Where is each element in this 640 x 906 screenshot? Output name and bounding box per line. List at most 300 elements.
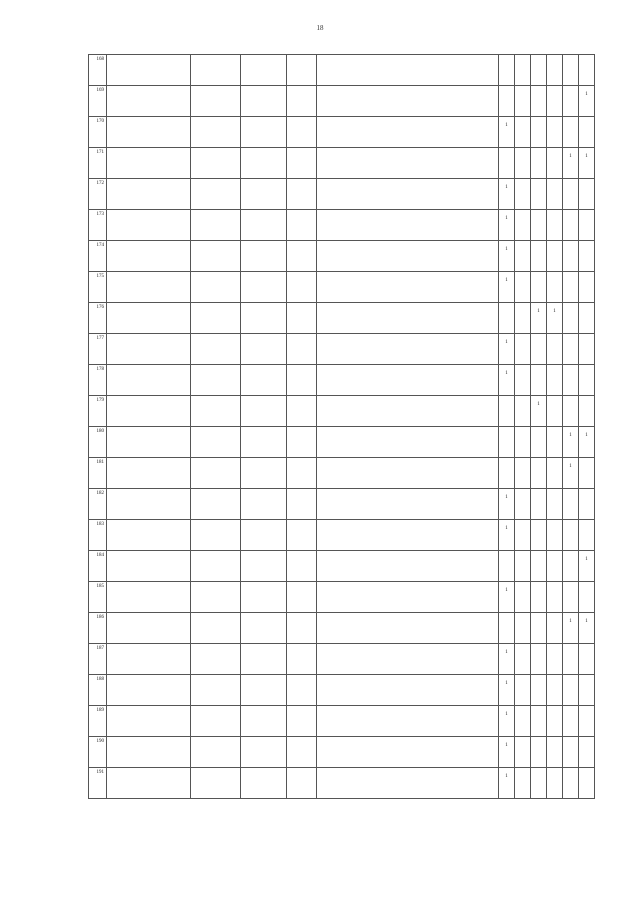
mark-cell: 1 (579, 551, 595, 582)
table-row (89, 117, 595, 148)
mark-cell (515, 768, 531, 799)
mark-cell (579, 737, 595, 768)
vehicle-purpose (317, 644, 499, 675)
row-number: 176 (89, 303, 107, 334)
mark-cell (499, 303, 515, 334)
care-type (287, 551, 317, 582)
institution-name (107, 458, 191, 489)
vehicle-purpose (317, 365, 499, 396)
care-type (287, 210, 317, 241)
institution-code (191, 241, 241, 272)
table-row (89, 55, 595, 86)
institution-name (107, 334, 191, 365)
institution-name (107, 365, 191, 396)
mark-cell: 1 (499, 737, 515, 768)
facility-name (241, 334, 287, 365)
table-row (89, 489, 595, 520)
institution-name (107, 117, 191, 148)
row-number: 175 (89, 272, 107, 303)
facility-name (241, 737, 287, 768)
mark-cell (499, 396, 515, 427)
mark-cell (563, 365, 579, 396)
facility-name (241, 272, 287, 303)
mark-cell (547, 210, 563, 241)
facility-name (241, 86, 287, 117)
mark-cell (515, 489, 531, 520)
mark-cell (531, 613, 547, 644)
mark-cell (579, 706, 595, 737)
care-type (287, 86, 317, 117)
mark-cell (579, 768, 595, 799)
mark-cell (531, 55, 547, 86)
facility-name (241, 551, 287, 582)
mark-cell (515, 241, 531, 272)
mark-cell (547, 148, 563, 179)
mark-cell (515, 520, 531, 551)
mark-cell: 1 (563, 148, 579, 179)
row-number: 177 (89, 334, 107, 365)
institution-code (191, 551, 241, 582)
mark-cell (547, 179, 563, 210)
mark-cell (579, 55, 595, 86)
mark-cell (531, 644, 547, 675)
mark-cell (531, 737, 547, 768)
table-row (89, 551, 595, 582)
mark-cell: 1 (499, 489, 515, 520)
vehicle-purpose (317, 675, 499, 706)
institution-code (191, 582, 241, 613)
mark-cell (515, 272, 531, 303)
institution-code (191, 644, 241, 675)
mark-cell (563, 644, 579, 675)
mark-cell: 1 (499, 520, 515, 551)
mark-cell: 1 (499, 210, 515, 241)
mark-cell: 1 (499, 706, 515, 737)
mark-cell (531, 117, 547, 148)
mark-cell (547, 458, 563, 489)
vehicle-purpose (317, 117, 499, 148)
mark-cell (515, 86, 531, 117)
vehicle-purpose (317, 396, 499, 427)
mark-cell (579, 520, 595, 551)
mark-cell (515, 644, 531, 675)
institution-name (107, 582, 191, 613)
page-number: 18 (316, 24, 324, 32)
table-row (89, 148, 595, 179)
mark-cell (579, 489, 595, 520)
institution-code (191, 675, 241, 706)
mark-cell: 1 (499, 675, 515, 706)
vehicle-purpose (317, 582, 499, 613)
mark-cell (547, 582, 563, 613)
table-row (89, 737, 595, 768)
table-row (89, 179, 595, 210)
institution-name (107, 737, 191, 768)
mark-cell (515, 148, 531, 179)
table-row (89, 520, 595, 551)
table-row (89, 613, 595, 644)
institution-name (107, 644, 191, 675)
institution-code (191, 303, 241, 334)
facility-name (241, 148, 287, 179)
mark-cell (515, 582, 531, 613)
mark-cell (531, 706, 547, 737)
table-row (89, 768, 595, 799)
mark-cell (563, 737, 579, 768)
institution-code (191, 272, 241, 303)
facility-name (241, 706, 287, 737)
mark-cell: 1 (499, 334, 515, 365)
row-number: 178 (89, 365, 107, 396)
care-type (287, 582, 317, 613)
row-number: 190 (89, 737, 107, 768)
institution-code (191, 55, 241, 86)
institution-name (107, 706, 191, 737)
care-type (287, 241, 317, 272)
facility-name (241, 55, 287, 86)
institution-code (191, 489, 241, 520)
mark-cell (499, 551, 515, 582)
mark-cell: 1 (499, 582, 515, 613)
mark-cell (547, 396, 563, 427)
mark-cell (579, 241, 595, 272)
institution-name (107, 179, 191, 210)
mark-cell (579, 334, 595, 365)
table-row (89, 241, 595, 272)
facility-name (241, 396, 287, 427)
institution-name (107, 86, 191, 117)
mark-cell (515, 179, 531, 210)
table-row (89, 582, 595, 613)
vehicle-purpose (317, 458, 499, 489)
mark-cell (563, 303, 579, 334)
mark-cell: 1 (499, 117, 515, 148)
mark-cell: 1 (579, 613, 595, 644)
vehicle-purpose (317, 148, 499, 179)
institution-name (107, 241, 191, 272)
mark-cell (531, 427, 547, 458)
mark-cell (579, 675, 595, 706)
facility-name (241, 303, 287, 334)
mark-cell (531, 551, 547, 582)
institution-code (191, 706, 241, 737)
mark-cell: 1 (563, 613, 579, 644)
table-row (89, 706, 595, 737)
institution-code (191, 768, 241, 799)
mark-cell (531, 272, 547, 303)
mark-cell (515, 396, 531, 427)
institution-code (191, 613, 241, 644)
mark-cell (531, 86, 547, 117)
mark-cell (547, 427, 563, 458)
table-row (89, 396, 595, 427)
institution-code (191, 427, 241, 458)
vehicle-purpose (317, 334, 499, 365)
facility-name (241, 179, 287, 210)
institution-code (191, 365, 241, 396)
mark-cell: 1 (579, 148, 595, 179)
vehicle-purpose (317, 210, 499, 241)
mark-cell (531, 241, 547, 272)
institution-code (191, 179, 241, 210)
row-number: 168 (89, 55, 107, 86)
facility-name (241, 613, 287, 644)
mark-cell (515, 427, 531, 458)
row-number: 169 (89, 86, 107, 117)
table-row (89, 210, 595, 241)
row-number: 182 (89, 489, 107, 520)
vehicle-purpose (317, 613, 499, 644)
care-type (287, 55, 317, 86)
vehicle-purpose (317, 272, 499, 303)
mark-cell (531, 675, 547, 706)
facility-name (241, 117, 287, 148)
mark-cell (563, 241, 579, 272)
care-type (287, 520, 317, 551)
care-type (287, 613, 317, 644)
institution-name (107, 210, 191, 241)
mark-cell (547, 675, 563, 706)
care-type (287, 675, 317, 706)
registry-table (88, 54, 595, 799)
mark-cell (531, 365, 547, 396)
care-type (287, 644, 317, 675)
mark-cell (563, 675, 579, 706)
facility-name (241, 458, 287, 489)
vehicle-purpose (317, 86, 499, 117)
table-row (89, 644, 595, 675)
registry-table-body (89, 55, 595, 799)
mark-cell (579, 365, 595, 396)
facility-name (241, 582, 287, 613)
mark-cell (563, 768, 579, 799)
row-number: 172 (89, 179, 107, 210)
care-type (287, 117, 317, 148)
mark-cell (531, 489, 547, 520)
mark-cell (515, 55, 531, 86)
mark-cell (547, 86, 563, 117)
institution-code (191, 520, 241, 551)
vehicle-purpose (317, 303, 499, 334)
mark-cell (515, 365, 531, 396)
institution-name (107, 272, 191, 303)
table-row (89, 365, 595, 396)
mark-cell: 1 (499, 241, 515, 272)
mark-cell (579, 396, 595, 427)
institution-name (107, 303, 191, 334)
vehicle-purpose (317, 241, 499, 272)
mark-cell (547, 117, 563, 148)
vehicle-purpose (317, 179, 499, 210)
vehicle-purpose (317, 489, 499, 520)
table-row (89, 272, 595, 303)
mark-cell (579, 644, 595, 675)
mark-cell (579, 210, 595, 241)
care-type (287, 737, 317, 768)
vehicle-purpose (317, 768, 499, 799)
mark-cell: 1 (547, 303, 563, 334)
care-type (287, 768, 317, 799)
mark-cell (531, 458, 547, 489)
institution-code (191, 458, 241, 489)
row-number: 184 (89, 551, 107, 582)
row-number: 189 (89, 706, 107, 737)
institution-name (107, 613, 191, 644)
care-type (287, 303, 317, 334)
mark-cell: 1 (499, 179, 515, 210)
mark-cell (563, 86, 579, 117)
row-number: 183 (89, 520, 107, 551)
care-type (287, 396, 317, 427)
mark-cell (563, 117, 579, 148)
row-number: 188 (89, 675, 107, 706)
row-number: 179 (89, 396, 107, 427)
mark-cell (547, 272, 563, 303)
mark-cell (563, 272, 579, 303)
institution-code (191, 210, 241, 241)
institution-code (191, 737, 241, 768)
institution-name (107, 489, 191, 520)
mark-cell (547, 644, 563, 675)
mark-cell (547, 520, 563, 551)
mark-cell: 1 (499, 644, 515, 675)
care-type (287, 272, 317, 303)
row-number: 187 (89, 644, 107, 675)
vehicle-purpose (317, 520, 499, 551)
mark-cell (515, 706, 531, 737)
table-row (89, 458, 595, 489)
row-number: 180 (89, 427, 107, 458)
mark-cell (547, 489, 563, 520)
vehicle-purpose (317, 55, 499, 86)
care-type (287, 489, 317, 520)
mark-cell (563, 706, 579, 737)
facility-name (241, 241, 287, 272)
mark-cell (563, 179, 579, 210)
mark-cell (547, 737, 563, 768)
facility-name (241, 644, 287, 675)
mark-cell (515, 458, 531, 489)
table-row (89, 303, 595, 334)
mark-cell: 1 (499, 768, 515, 799)
mark-cell: 1 (579, 86, 595, 117)
mark-cell (531, 582, 547, 613)
table-row (89, 86, 595, 117)
institution-code (191, 148, 241, 179)
care-type (287, 427, 317, 458)
institution-name (107, 675, 191, 706)
row-number: 186 (89, 613, 107, 644)
mark-cell (531, 334, 547, 365)
mark-cell (563, 210, 579, 241)
vehicle-purpose (317, 737, 499, 768)
mark-cell: 1 (531, 303, 547, 334)
mark-cell (547, 706, 563, 737)
mark-cell (579, 272, 595, 303)
mark-cell (499, 613, 515, 644)
mark-cell (547, 241, 563, 272)
institution-code (191, 396, 241, 427)
facility-name (241, 675, 287, 706)
mark-cell (547, 613, 563, 644)
row-number: 173 (89, 210, 107, 241)
mark-cell (579, 117, 595, 148)
mark-cell (547, 365, 563, 396)
mark-cell (499, 86, 515, 117)
mark-cell (547, 551, 563, 582)
institution-name (107, 427, 191, 458)
care-type (287, 334, 317, 365)
mark-cell: 1 (499, 365, 515, 396)
mark-cell (499, 55, 515, 86)
care-type (287, 148, 317, 179)
care-type (287, 179, 317, 210)
mark-cell (515, 303, 531, 334)
mark-cell (515, 675, 531, 706)
mark-cell (531, 210, 547, 241)
mark-cell (515, 334, 531, 365)
mark-cell (563, 582, 579, 613)
mark-cell (563, 334, 579, 365)
mark-cell (531, 768, 547, 799)
table-row (89, 675, 595, 706)
mark-cell (579, 458, 595, 489)
mark-cell: 1 (563, 427, 579, 458)
facility-name (241, 520, 287, 551)
mark-cell (515, 551, 531, 582)
row-number: 191 (89, 768, 107, 799)
mark-cell: 1 (531, 396, 547, 427)
institution-name (107, 148, 191, 179)
facility-name (241, 365, 287, 396)
mark-cell (499, 148, 515, 179)
mark-cell: 1 (499, 272, 515, 303)
mark-cell (515, 737, 531, 768)
row-number: 174 (89, 241, 107, 272)
mark-cell (563, 489, 579, 520)
mark-cell (531, 148, 547, 179)
vehicle-purpose (317, 427, 499, 458)
vehicle-purpose (317, 706, 499, 737)
mark-cell (579, 582, 595, 613)
mark-cell (499, 427, 515, 458)
mark-cell (531, 520, 547, 551)
institution-code (191, 86, 241, 117)
mark-cell (515, 613, 531, 644)
institution-code (191, 117, 241, 148)
mark-cell (563, 551, 579, 582)
institution-name (107, 520, 191, 551)
institution-name (107, 551, 191, 582)
mark-cell (515, 117, 531, 148)
mark-cell (547, 55, 563, 86)
mark-cell (499, 458, 515, 489)
mark-cell (547, 334, 563, 365)
care-type (287, 365, 317, 396)
facility-name (241, 489, 287, 520)
mark-cell (579, 179, 595, 210)
row-number: 181 (89, 458, 107, 489)
mark-cell (579, 303, 595, 334)
mark-cell: 1 (579, 427, 595, 458)
facility-name (241, 427, 287, 458)
care-type (287, 706, 317, 737)
row-number: 170 (89, 117, 107, 148)
institution-name (107, 768, 191, 799)
facility-name (241, 210, 287, 241)
vehicle-purpose (317, 551, 499, 582)
mark-cell (531, 179, 547, 210)
